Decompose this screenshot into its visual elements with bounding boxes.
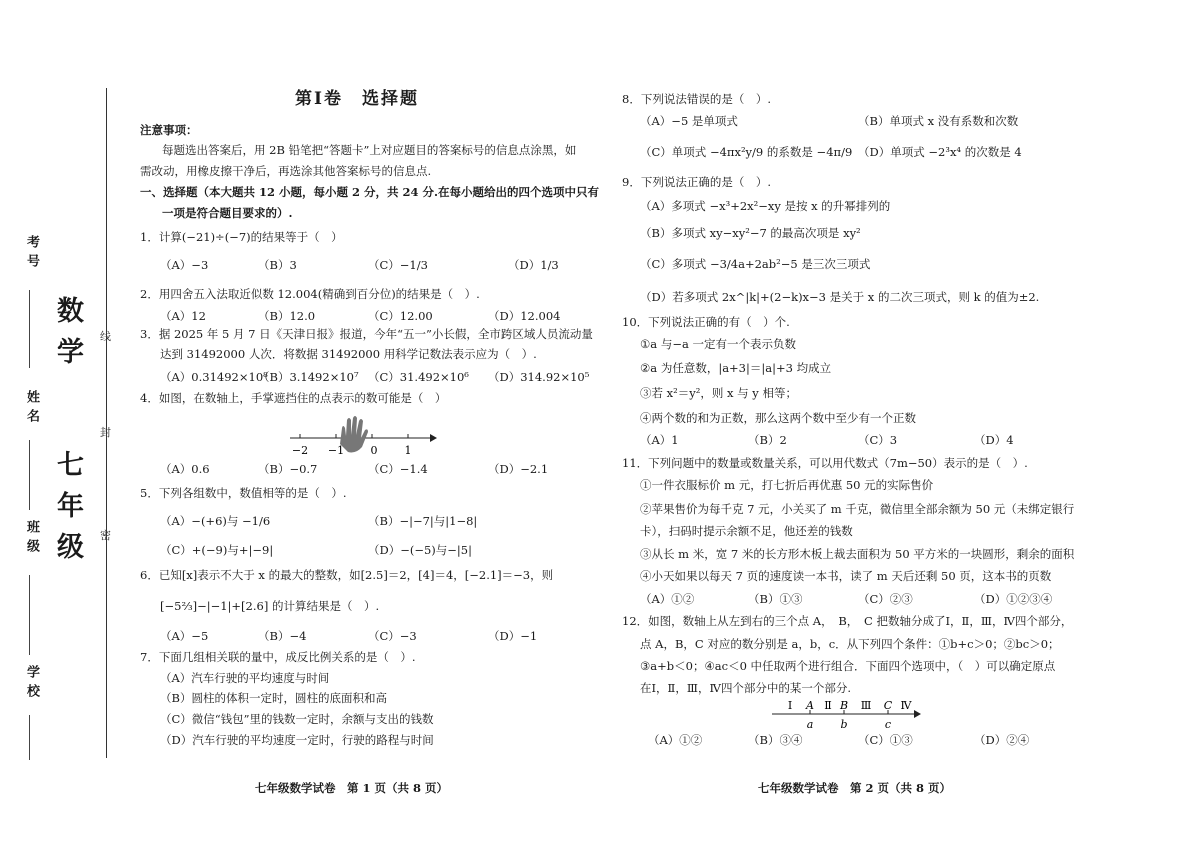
notice-line-2: 需改动，用橡皮擦干净后，再选涂其他答案标号的信息点. [140, 164, 432, 178]
q3-option-a[interactable]: （A）0.31492×10⁸ [160, 370, 268, 384]
q2-option-b[interactable]: （B）12.0 [258, 309, 316, 323]
region-label-3: Ⅲ [860, 699, 872, 712]
q3-stem-1: 3．据 2025 年 5 月 7 日《天津日报》报道，今年“五一”小长假，全市跨区域人员流动量 [140, 327, 593, 341]
q4-option-b[interactable]: （B）−0.7 [258, 462, 318, 476]
q10-option-c[interactable]: （C）3 [858, 433, 898, 447]
q6-option-b[interactable]: （B）−4 [258, 629, 307, 643]
name-label: 姓名 [24, 390, 39, 428]
cut-mark-secret: 密 [100, 529, 111, 542]
q8-option-b[interactable]: （B）单项式 x 没有系数和次数 [858, 114, 1019, 128]
q8-option-a[interactable]: （A）−5 是单项式 [640, 114, 738, 128]
q12-stem-3: ③a+b＜0；④ac＜0 中任取两个进行组合．下面四个选项中，（ ）可以确定原点 [640, 659, 1056, 673]
q11-statement-2b: 卡），扫码时提示余额不足，他还差的钱数 [640, 524, 853, 538]
q7-option-c[interactable]: （C）微信“钱包”里的钱数一定时，余额与支出的钱数 [160, 712, 434, 726]
tick-label-0: 0 [370, 444, 378, 457]
q4-option-c[interactable]: （C）−1.4 [368, 462, 428, 476]
exam-number-label: 考号 [24, 235, 39, 273]
q4-stem: 4．如图，在数轴上，手掌遮挡住的点表示的数可能是（ ） [140, 391, 447, 405]
q6-option-d[interactable]: （D）−1 [488, 629, 538, 643]
notice-heading: 注意事项： [140, 123, 198, 137]
q6-stem-1: 6．已知[x]表示不大于 x 的最大的整数，如[2.5]＝2，[4]＝4，[−2.1]＝−3，则 [140, 568, 554, 582]
q2-stem: 2．用四舍五入法取近似数 12.004(精确到百分位)的结果是（ ）. [140, 287, 480, 301]
tick-label-1: 1 [404, 444, 412, 457]
q10-statement-1: ①a 与−a 一定有一个表示负数 [640, 337, 796, 351]
subject-label: 数学 [52, 296, 83, 378]
q3-stem-2: 达到 31492000 人次．将数据 31492000 用科学记数法表示应为（ ）. [160, 347, 537, 361]
q5-stem: 5．下列各组数中，数值相等的是（ ）. [140, 486, 347, 500]
q10-statement-2: ②a 为任意数，|a+3|＝|a|+3 均成立 [640, 361, 832, 375]
q10-option-a[interactable]: （A）1 [640, 433, 679, 447]
section-intro-2: 一项是符合题目要求的）. [162, 206, 293, 220]
tick-label-neg1: −1 [327, 444, 345, 457]
q1-option-d[interactable]: （D）1/3 [508, 258, 559, 272]
q6-stem-2: [−5⅔]−|−1|+[2.6] 的计算结果是（ ）. [160, 599, 380, 613]
q1-option-b[interactable]: （B）3 [258, 258, 297, 272]
q4-option-a[interactable]: （A）0.6 [160, 462, 210, 476]
section-intro-1: 一、选择题（本大题共 12 小题，每小题 2 分，共 24 分.在每小题给出的四个选项中只有 [140, 185, 600, 199]
q8-option-c[interactable]: （C）单项式 −4πx²y/9 的系数是 −4π/9 [640, 145, 853, 159]
number-line-arrow [430, 434, 437, 442]
q11-option-c[interactable]: （C）②③ [858, 592, 913, 606]
region-label-2: Ⅱ [824, 699, 832, 712]
binding-line [106, 88, 107, 758]
cut-mark-line: 线 [100, 330, 111, 343]
q11-option-b[interactable]: （B）①③ [748, 592, 803, 606]
q1-option-a[interactable]: （A）−3 [160, 258, 209, 272]
q11-stem: 11．下列问题中的数量或数量关系，可以用代数式（7m−50）表示的是（ ）. [622, 456, 1028, 470]
region-label-4: Ⅳ [900, 699, 912, 712]
value-label-b: b [840, 718, 848, 731]
q6-option-a[interactable]: （A）−5 [160, 629, 209, 643]
q10-option-d[interactable]: （D）4 [974, 433, 1014, 447]
q11-option-a[interactable]: （A）①② [640, 592, 695, 606]
q2-option-a[interactable]: （A）12 [160, 309, 206, 323]
class-line [29, 575, 30, 655]
region-number-line-figure [770, 698, 922, 732]
q10-option-b[interactable]: （B）2 [748, 433, 787, 447]
q9-option-d[interactable]: （D）若多项式 2x^|k|+(2−k)x−3 是关于 x 的二次三项式，则 k 的值为±2. [640, 290, 1040, 304]
q5-option-d[interactable]: （D）−(−5)与−|5| [368, 543, 472, 557]
q7-stem: 7．下面几组相关联的量中，成反比例关系的是（ ）. [140, 650, 416, 664]
page-1-footer: 七年级数学试卷 第 1 页（共 8 页） [255, 781, 449, 795]
point-label-c: C [883, 699, 893, 712]
q1-stem: 1．计算(−21)÷(−7)的结果等于（ ） [140, 230, 343, 244]
point-label-b: B [839, 699, 849, 712]
q12-option-a[interactable]: （A）①② [648, 733, 703, 747]
cut-mark-seal: 封 [100, 426, 111, 439]
q9-option-c[interactable]: （C）多项式 −3/4a+2ab²−5 是三次三项式 [640, 257, 871, 271]
class-label: 班级 [24, 520, 39, 558]
q9-option-a[interactable]: （A）多项式 −x³+2x²−xy 是按 x 的升幂排列的 [640, 199, 891, 213]
q12-option-c[interactable]: （C）①③ [858, 733, 913, 747]
q2-option-c[interactable]: （C）12.00 [368, 309, 433, 323]
q3-option-c[interactable]: （C）31.492×10⁶ [368, 370, 469, 384]
q5-option-c[interactable]: （C）+(−9)与+|−9| [160, 543, 274, 557]
value-label-c: c [884, 718, 892, 731]
q1-option-c[interactable]: （C）−1/3 [368, 258, 428, 272]
q10-statement-3: ③若 x²＝y²，则 x 与 y 相等； [640, 386, 797, 400]
q10-stem: 10．下列说法正确的有（ ）个. [622, 315, 790, 329]
school-line [29, 715, 30, 760]
q6-option-c[interactable]: （C）−3 [368, 629, 417, 643]
q5-option-a[interactable]: （A）−(+6)与 −1/6 [160, 514, 271, 528]
page-2-footer: 七年级数学试卷 第 2 页（共 8 页） [758, 781, 952, 795]
q10-statement-4: ④两个数的和为正数，那么这两个数中至少有一个正数 [640, 411, 916, 425]
q12-stem-2: 点 A，B，C 对应的数分别是 a，b，c．从下列四个条件：①b+c＞0；②bc＞0； [640, 637, 1060, 651]
q12-option-d[interactable]: （D）②④ [974, 733, 1030, 747]
point-label-a: A [806, 699, 814, 712]
q7-option-d[interactable]: （D）汽车行驶的平均速度一定时，行驶的路程与时间 [160, 733, 434, 747]
q11-option-d[interactable]: （D）①②③④ [974, 592, 1053, 606]
number-line-figure [288, 414, 438, 460]
value-label-a: a [806, 718, 814, 731]
q11-statement-3: ③从长 m 米，宽 7 米的长方形木板上裁去面积为 50 平方米的一块圆形，剩余的面积 [640, 547, 1075, 561]
region-label-1: Ⅰ [787, 699, 793, 712]
name-line [29, 440, 30, 510]
q8-option-d[interactable]: （D）单项式 −2³x⁴ 的次数是 4 [858, 145, 1022, 159]
q12-option-b[interactable]: （B）③④ [748, 733, 803, 747]
exam-number-line [29, 290, 30, 368]
hand-icon [340, 416, 368, 452]
tick-label-neg2: −2 [291, 444, 309, 457]
grade-label: 七年级 [52, 450, 83, 573]
notice-line-1: 每题选出答案后，用 2B 铅笔把“答题卡”上对应题目的答案标号的信息点涂黑，如 [162, 143, 577, 157]
q11-statement-1: ①一件衣服标价 m 元，打七折后再优惠 50 元的实际售价 [640, 478, 934, 492]
q2-option-d[interactable]: （D）12.004 [488, 309, 561, 323]
q11-statement-4: ④小天如果以每天 7 页的速度读一本书，读了 m 天后还剩 50 页，这本书的页数 [640, 569, 1052, 583]
q7-option-b[interactable]: （B）圆柱的体积一定时，圆柱的底面积和高 [160, 691, 387, 705]
q9-option-b[interactable]: （B）多项式 xy−xy²−7 的最高次项是 xy² [640, 226, 861, 240]
q9-stem: 9．下列说法正确的是（ ）. [622, 175, 771, 189]
q11-statement-2a: ②苹果售价为每千克 7 元，小关买了 m 千克，微信里全部余额为 50 元（未绑定银行 [640, 502, 1075, 516]
binding-margin [0, 0, 125, 849]
section-title: 第Ⅰ卷 选择题 [295, 89, 419, 109]
region-axis-arrow [914, 710, 921, 718]
q3-option-b[interactable]: （B）3.1492×10⁷ [258, 370, 359, 384]
q12-stem-1: 12．如图，数轴上从左到右的三个点 A， B， C 把数轴分成了Ⅰ，Ⅱ，Ⅲ，Ⅳ四个部分， [622, 614, 1073, 628]
q7-option-a[interactable]: （A）汽车行驶的平均速度与时间 [160, 671, 330, 685]
school-label: 学校 [24, 665, 39, 703]
q4-option-d[interactable]: （D）−2.1 [488, 462, 549, 476]
q12-stem-4: 在Ⅰ，Ⅱ，Ⅲ，Ⅳ四个部分中的某一个部分. [640, 681, 852, 695]
q5-option-b[interactable]: （B）−|−7|与|1−8| [368, 514, 478, 528]
q3-option-d[interactable]: （D）314.92×10⁵ [488, 370, 590, 384]
q8-stem: 8．下列说法错误的是（ ）. [622, 92, 771, 106]
